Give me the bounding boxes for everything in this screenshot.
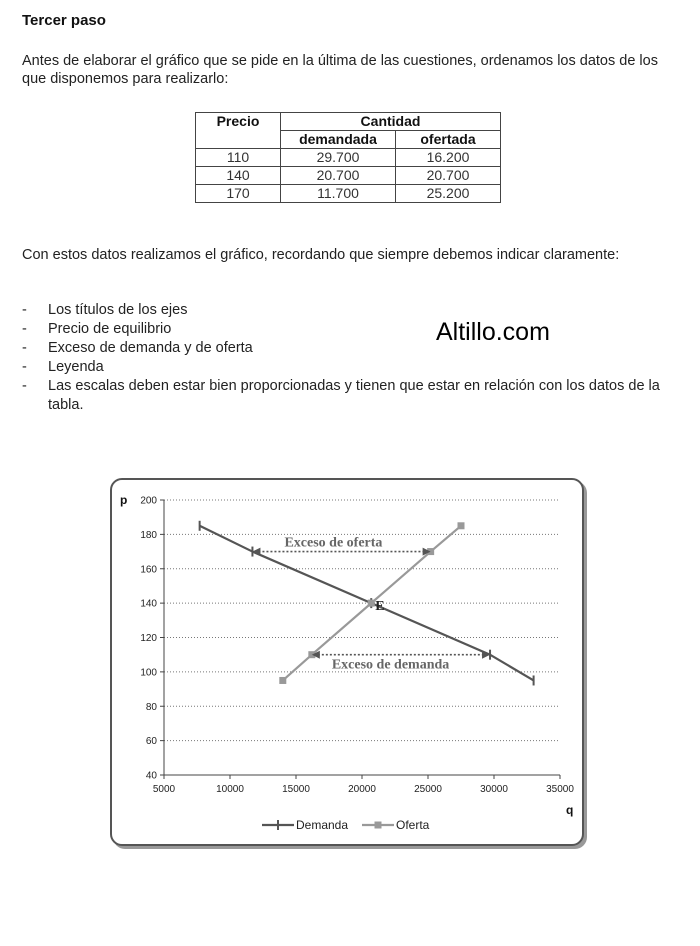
list-item-text: Los títulos de los ejes [48,302,188,318]
intro-paragraph: Antes de elaborar el gráfico que se pide en la última de las cuestiones, ordenamos los datos de los que disponemos para realizarlo: [22,53,658,87]
y-tick-label: 80 [145,701,157,713]
header-precio: Precio [196,113,281,149]
x-tick-label: 30000 [480,784,508,795]
x-tick-label: 5000 [152,784,176,795]
list-item [22,301,672,320]
cell-demandada: 20.700 [281,167,396,185]
y-tick-label: 100 [140,667,157,679]
cell-precio: 110 [196,149,281,167]
x-tick-label: 35000 [546,784,574,795]
x-axis-label: q [566,803,574,817]
legend-marker [375,822,382,829]
watermark: Altillo.com [436,318,550,346]
data-point [458,522,465,529]
section-heading: Tercer paso [22,12,106,29]
x-tick-label: 15000 [282,784,310,795]
table-header-row [196,113,501,131]
table-row [196,185,501,203]
header-cantidad: Cantidad [281,113,501,131]
y-tick-label: 40 [145,770,157,782]
cell-ofertada: 25.200 [396,185,501,203]
list-item-text: Precio de equilibrio [48,321,172,337]
legend-label: Demanda [296,818,349,832]
y-tick-label: 200 [140,495,157,507]
bullet-marker: - [22,340,27,356]
cell-demandada: 29.700 [281,149,396,167]
exceso-demanda-label: Exceso de demanda [331,657,450,673]
cell-demandada: 11.700 [281,185,396,203]
second-paragraph: Con estos datos realizamos el gráfico, recordando que siempre debemos indicar claramente: [22,247,620,263]
header-demandada: demandada [281,131,396,149]
cell-precio: 140 [196,167,281,185]
cell-precio: 170 [196,185,281,203]
y-tick-label: 140 [140,598,157,610]
list-item-text: Exceso de demanda y de oferta [48,340,253,356]
table-row [196,149,501,167]
bullet-marker: - [22,378,27,394]
list-item [22,358,672,377]
y-tick-label: 60 [145,736,157,748]
bullet-list [22,301,672,415]
data-table [195,112,501,203]
y-tick-label: 160 [140,564,157,576]
y-tick-label: 180 [140,529,157,541]
x-tick-label: 25000 [414,784,442,795]
y-axis-label: p [120,493,128,507]
bullet-marker: - [22,359,27,375]
data-point [368,600,375,607]
cell-ofertada: 16.200 [396,149,501,167]
chart-frame [110,478,584,846]
list-item [22,339,672,358]
bullet-marker: - [22,302,27,318]
legend-label: Oferta [396,818,430,832]
data-point [279,677,286,684]
cell-ofertada: 20.700 [396,167,501,185]
y-tick-label: 120 [140,633,157,644]
supply-demand-chart [112,480,582,844]
bullet-marker: - [22,321,27,337]
x-tick-label: 20000 [348,784,376,795]
x-tick-label: 10000 [216,784,244,795]
equilibrium-label: E [375,599,385,615]
header-ofertada: ofertada [396,131,501,149]
list-item [22,377,672,415]
table-row [196,167,501,185]
list-item [22,320,672,339]
list-item-text: Leyenda [48,359,104,375]
list-item-text: Las escalas deben estar bien proporcionadas y tienen que estar en relación con los datos de la tabla. [48,378,660,413]
exceso-oferta-label: Exceso de oferta [284,535,383,551]
